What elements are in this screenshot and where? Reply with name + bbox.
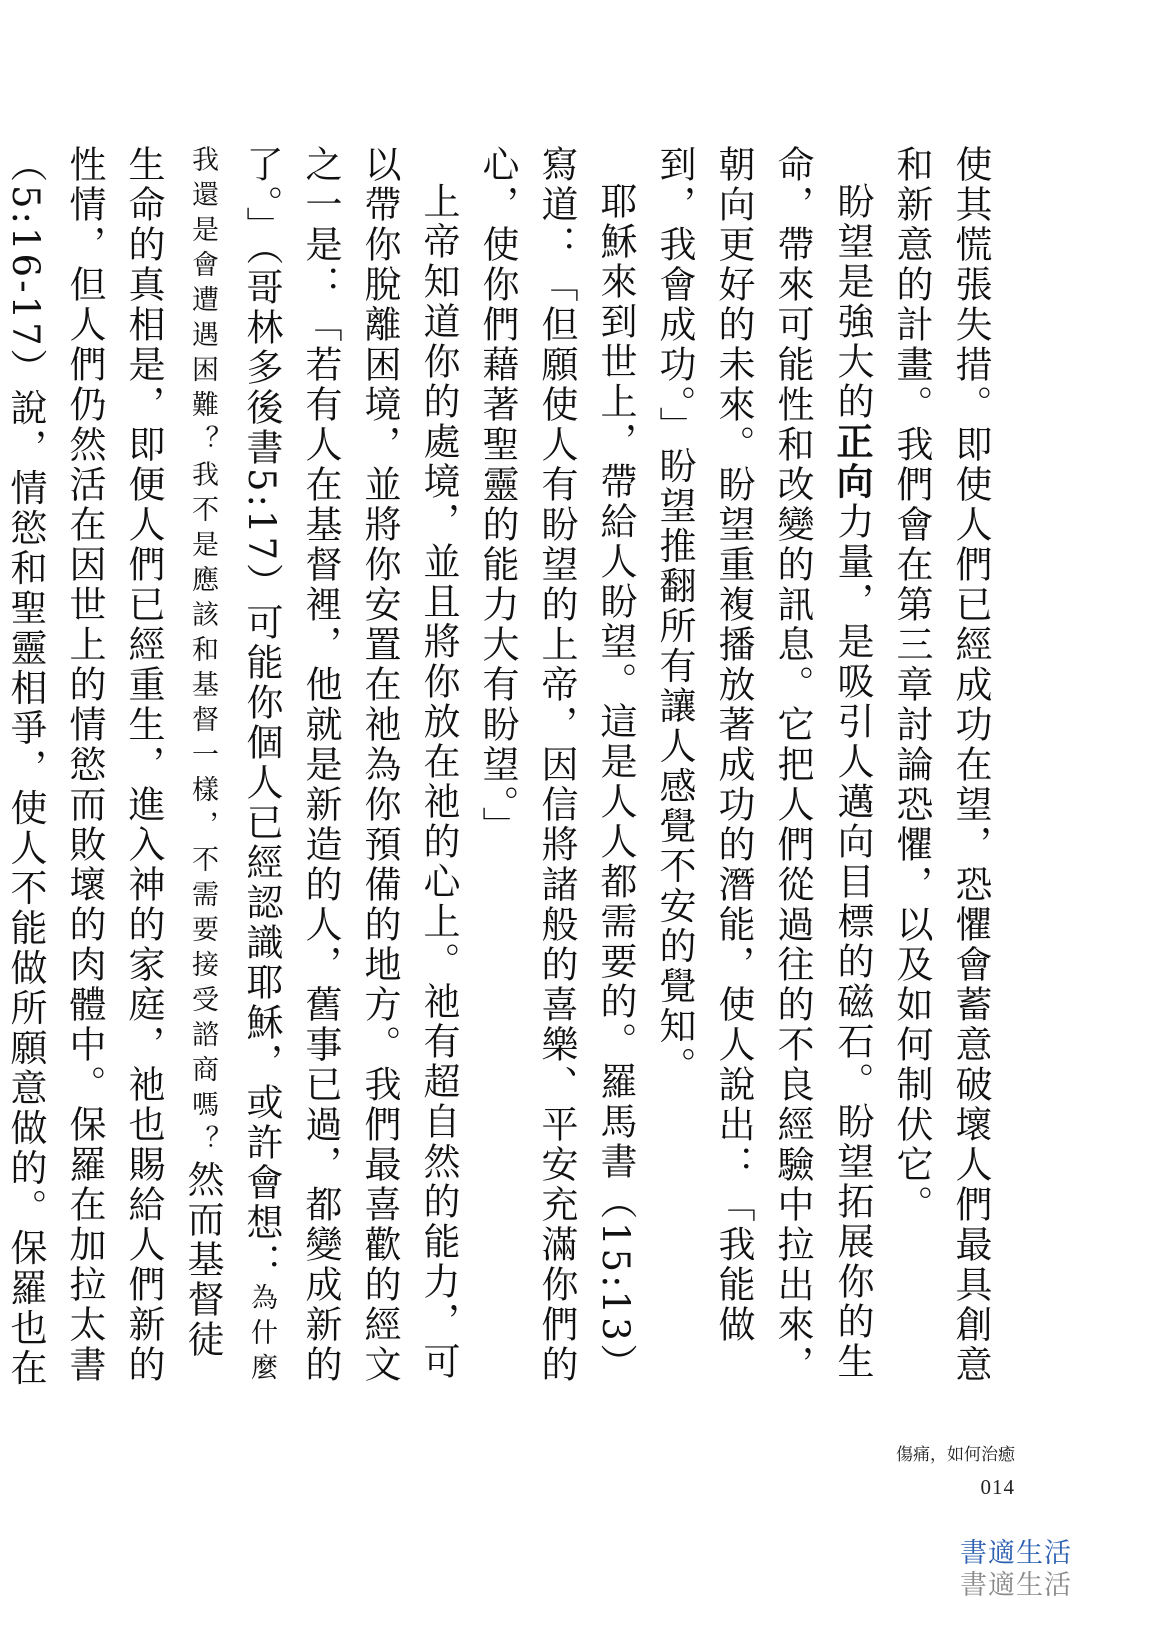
paragraph-jesus-hope bbox=[468, 145, 645, 1395]
paragraph-hope-power bbox=[645, 145, 882, 1395]
paragraph-hope-text-a: 盼望是強大的 bbox=[831, 182, 874, 422]
inner-thought-quote: 為什麼我還是會遭遇困難？我不是應該和基督一樣，不需要接受諮商嗎？ bbox=[187, 145, 277, 1389]
paragraph-fear bbox=[882, 145, 1000, 1395]
running-footer-title: 傷痛，如何治癒 bbox=[896, 1445, 1015, 1465]
page-number: 014 bbox=[980, 1475, 1015, 1499]
paragraph-jesus-text: 耶穌來到世上，帶給人盼望。這是人人都需要的。羅馬書（15:13）寫道：「但願使人有盼望的上帝，因信將諸般的喜樂、平安充滿你們的心，使你們藉著聖靈的能力大有盼望。」 bbox=[476, 145, 637, 1385]
paragraph-fear-text: 使其慌張失措。即使人們已經成功在望，恐懼會蓄意破壞人們最具創意和新意的計畫。我們會在第三章討論恐懼，以及如何制伏它。 bbox=[890, 145, 992, 1385]
paragraph-god-text-b: 然而基督徒生命的真相是，即便人們已經重生，進入神的家庭，祂也賜給人們新的性情，但人們仍然活在因世上的情慾而敗壞的肉體中。保羅在加拉太書（5:16-17）說，情慾和聖靈相爭，使人不能做所願意做的。保羅也在 bbox=[4, 145, 224, 1389]
watermark-logo-primary: 書適生活 bbox=[960, 1538, 1072, 1569]
paragraph-god-knows bbox=[0, 145, 468, 1395]
paragraph-god-text-a: 上帝知道你的處境，並且將你放在祂的心上。祂有超自然的能力，可以帶你脫離困境，並將你安置在祂為你預備的地方。我們最喜歡的經文之一是：「若有人在基督裡，他就是新造的人，舊事已過，都變成新的了。」（哥林多後書5:17）可能你個人已經認識耶穌，或許會想： bbox=[240, 145, 460, 1385]
emphasis-positive: 正向 bbox=[830, 422, 874, 502]
watermark-logo-secondary: 書適生活 bbox=[960, 1570, 1072, 1601]
vertical-body-text bbox=[4, 145, 1000, 1395]
paragraph-hope-text-b: 力量，是吸引人邁向目標的磁石。盼望拓展你的生命，帶來可能性和改變的訊息。它把人們從過往的不良經驗中拉出來，朝向更好的未來。盼望重複播放著成功的潛能，使人說出：「我能做到，我會成功。」盼望推翻所有讓人感覺不安的覺知。 bbox=[653, 145, 874, 1385]
